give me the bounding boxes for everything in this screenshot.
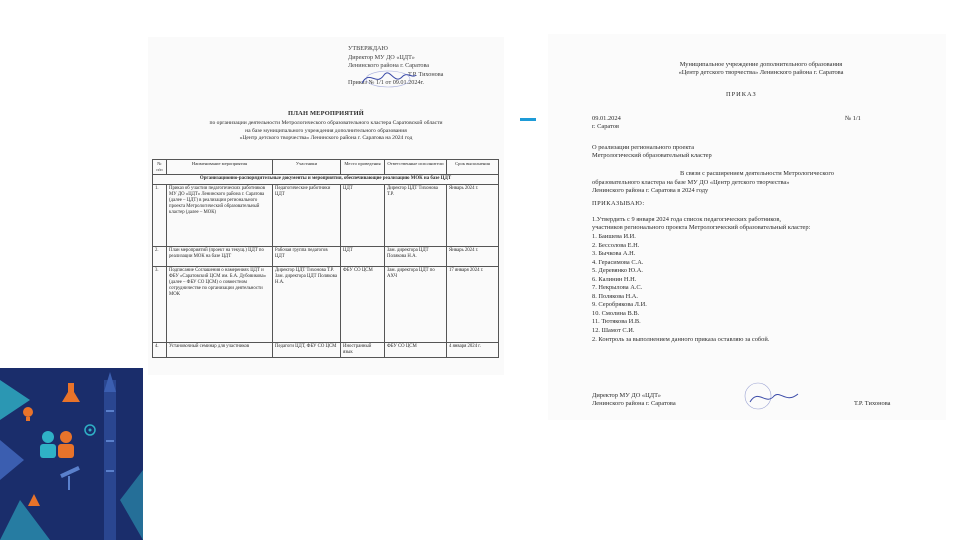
table-row bbox=[153, 342, 499, 357]
list-item: 12. Шамот С.И. bbox=[592, 327, 635, 335]
intro-line: образовательного кластера на базе МУ ДО «Центр детского творчества» bbox=[592, 178, 790, 186]
table-row bbox=[153, 246, 499, 266]
table-cell: Зам. директора ЦДТ Полякова Н.А. bbox=[385, 246, 447, 266]
list-item: 8. Полякова Н.А. bbox=[592, 292, 639, 300]
approve-line: УТВЕРЖДАЮ bbox=[348, 45, 388, 52]
project-line: Метрологический образовательный кластер bbox=[592, 152, 712, 160]
table-cell: ФБУ СО ЦСМ bbox=[341, 266, 385, 342]
column-header: Место проведения bbox=[341, 160, 385, 175]
accent-dash bbox=[520, 118, 536, 121]
column-header: Участники bbox=[273, 160, 341, 175]
table-cell: Зам. директора ЦДТ по АХЧ bbox=[385, 266, 447, 342]
list-item: 11. Тютякова И.В. bbox=[592, 318, 641, 326]
table-cell: Директор ЦДТ Тихонова Т.Р. bbox=[385, 184, 447, 246]
table-cell: Рабочая группа педагогов ЦДТ bbox=[273, 246, 341, 266]
plan-document bbox=[148, 37, 504, 375]
order-city: г. Саратов bbox=[592, 123, 619, 130]
list-item: 5. Деревянко Ю.А. bbox=[592, 267, 643, 275]
list-item: 3. Бычкова А.Н. bbox=[592, 250, 636, 258]
intro-line: В связи с расширением деятельности Метрологического bbox=[680, 170, 835, 177]
director-name: Т.Р. Тихонова bbox=[854, 400, 891, 407]
table-cell: Иностранный язык bbox=[341, 342, 385, 357]
project-line: О реализации регионального проекта bbox=[592, 144, 695, 151]
list-item: 4. Герасимова С.А. bbox=[592, 258, 644, 266]
project-subject bbox=[592, 144, 712, 161]
column-header: Срок выполнения bbox=[447, 160, 499, 175]
table-cell: Январь 2024 г. bbox=[447, 246, 499, 266]
order-intro bbox=[592, 170, 904, 196]
list-item: 1. Баишева И.И. bbox=[592, 233, 636, 240]
order-keyword: ПРИКАЗЫВАЮ: bbox=[592, 200, 645, 207]
staff-list bbox=[592, 233, 647, 336]
table-cell: Подписание Соглашения о намерениях ЦДТ и ФБУ «Саратовский ЦСМ им. Б.А. Дубовикова» (далее – ФБУ СО ЦСМ) о совместном сотрудничестве по организации деятельности МОК bbox=[167, 266, 273, 342]
p1-line: участников регионального проекта Метрологический образовательный кластер: bbox=[592, 224, 811, 232]
table-row bbox=[153, 184, 499, 246]
table-header-row bbox=[153, 160, 499, 175]
table-row bbox=[153, 266, 499, 342]
order-date: 09.01.2024 bbox=[592, 115, 621, 122]
signature-stamp-icon bbox=[740, 382, 804, 412]
list-item: 6. Калинин Н.Н. bbox=[592, 275, 637, 283]
table-cell: Педагогические работники ЦДТ bbox=[273, 184, 341, 246]
p1-line: 1.Утвердить с 9 января 2024 года список педагогических работников, bbox=[592, 216, 781, 223]
education-illustration bbox=[0, 0, 143, 540]
table-section-row bbox=[153, 175, 499, 184]
table-cell: ЦДТ bbox=[341, 246, 385, 266]
order-paragraph-1 bbox=[592, 216, 912, 232]
subtitle-line: по организации деятельности Метрологического образовательного кластера Саратовской области bbox=[209, 120, 443, 126]
table-cell: Педагоги ЦДТ, ФБУ СО ЦСМ bbox=[273, 342, 341, 357]
subtitle-line: на базе муниципального учреждения дополнительного образования bbox=[245, 127, 407, 134]
table-cell: 17 января 2024 г. bbox=[447, 266, 499, 342]
list-item: 10. Смолина В.В. bbox=[592, 309, 640, 317]
column-header: № п/п bbox=[153, 160, 167, 175]
table-cell: Приказ об участии педагогических работников МУ ДО «ЦДТ» Ленинского района г. Саратова (далее – ЦДТ) в реализации регионального проекта Метрологический образовательный кластер (далее – МОК) bbox=[167, 184, 273, 246]
table-cell: 3. bbox=[153, 266, 167, 342]
director-title bbox=[592, 392, 676, 409]
list-item: 9. Серобрякова Л.И. bbox=[592, 301, 647, 309]
table-cell: 4. bbox=[153, 342, 167, 357]
table-cell: 4 января 2024 г. bbox=[447, 342, 499, 357]
table-cell: 1. bbox=[153, 184, 167, 246]
order-document bbox=[548, 34, 946, 420]
director-line: Директор МУ ДО «ЦДТ» bbox=[592, 392, 662, 399]
list-item: 2. Бессолова Е.Н. bbox=[592, 241, 640, 249]
plan-title: ПЛАН МЕРОПРИЯТИЙ bbox=[288, 110, 364, 117]
organization-header bbox=[636, 61, 886, 78]
signature-icon bbox=[358, 65, 418, 89]
column-header: Наименование мероприятия bbox=[167, 160, 273, 175]
order-number: № 1/1 bbox=[845, 115, 861, 122]
list-item: 7. Некрылова А.С. bbox=[592, 284, 643, 292]
table-cell: ЦДТ bbox=[341, 184, 385, 246]
table-cell: Установочный семинар для участников bbox=[167, 342, 273, 357]
order-paragraph-2: 2. Контроль за выполнением данного приказа оставляю за собой. bbox=[592, 336, 770, 343]
table-cell: ФБУ СО ЦСМ bbox=[385, 342, 447, 357]
column-header: Ответственные исполнители bbox=[385, 160, 447, 175]
table-cell: Директор ЦДТ Тихонова Т.Р. Зам. директора ЦДТ Полякова Н.А. bbox=[273, 266, 341, 342]
table-cell: План мероприятий (проект на текущ.) ЦДТ по реализации МОК на базе ЦДТ bbox=[167, 246, 273, 266]
director-line: Ленинского района г. Саратова bbox=[592, 400, 676, 408]
org-line: Муниципальное учреждение дополнительного образования bbox=[679, 61, 843, 68]
plan-table bbox=[152, 159, 499, 358]
org-line: «Центр детского творчества» Ленинского района г. Саратова bbox=[678, 69, 844, 77]
table-cell: Январь 2024 г. bbox=[447, 184, 499, 246]
subtitle-line: «Центр детского творчества» Ленинского района г. Саратова на 2024 год bbox=[239, 135, 413, 142]
plan-subtitle bbox=[158, 120, 494, 143]
approve-line: Т.Р. Тихонова bbox=[408, 70, 444, 78]
order-title: ПРИКАЗ bbox=[726, 91, 757, 98]
section-title: Организационно-распорядительные документы и мероприятия, обеспечивающие реализацию МОК на базе ЦДТ bbox=[153, 175, 499, 184]
table-cell: 2. bbox=[153, 246, 167, 266]
decorative-left-panel bbox=[0, 0, 143, 540]
approve-line: Директор МУ ДО «ЦДТ» bbox=[348, 53, 415, 61]
approve-line: Приказ № 1/1 от 09.01.2024г. bbox=[348, 79, 424, 87]
tower-icon bbox=[104, 372, 116, 540]
approve-line: Ленинского района г. Саратова bbox=[348, 62, 430, 70]
intro-line: Ленинского района г. Саратова в 2024 году bbox=[592, 187, 709, 195]
